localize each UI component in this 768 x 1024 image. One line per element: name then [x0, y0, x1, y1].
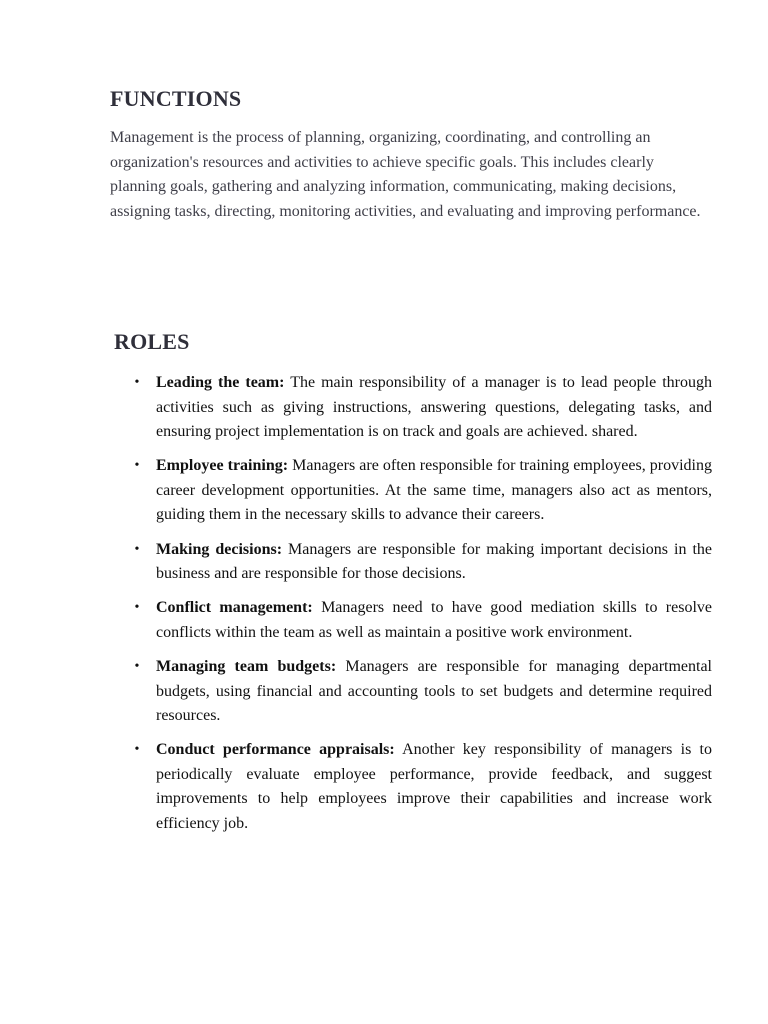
bullet-icon: • — [134, 742, 140, 758]
bullet-icon: • — [134, 658, 140, 674]
bullet-icon: • — [134, 375, 140, 390]
bullet-icon: • — [134, 458, 140, 474]
role-title: Employee training: — [156, 457, 289, 475]
functions-paragraph: Management is the process of planning, organizing, coordinating, and controlling an organization's resources and activities to achieve specific goals. This includes clearly planning goals, gathering and analyzing information, communicating, making decisions, assigning tasks, directing, monitoring activities, and evaluating and improving performance. — [110, 129, 701, 220]
bullet-icon: • — [134, 600, 140, 616]
functions-heading: FUNCTIONS — [110, 86, 242, 111]
role-text: Another key responsibility of managers is to periodically evaluate employee performance, provide feedback, and suggest improvements to help employees improve their capabilities and increase work efficiency job. — [156, 741, 712, 832]
role-title: Conduct performance appraisals: — [156, 741, 395, 759]
role-item-making-decisions — [134, 538, 713, 587]
role-item-employee-training — [134, 454, 712, 528]
bullet-icon: • — [134, 541, 140, 557]
role-text: The main responsibility of a manager is to lead people through activities such as giving instructions, answering questions, delegating tasks, and ensuring project implementation is on track and goals are achieved. shared. — [156, 374, 712, 441]
role-item-managing-budgets — [134, 655, 713, 729]
role-text: Managers are often responsible for training employees, providing career development opportunities. At the same time, managers also act as mentors, guiding them in the necessary skills to advance their careers. — [156, 457, 712, 524]
role-item-performance-appraisals — [134, 738, 712, 836]
role-title: Conflict management: — [156, 599, 313, 617]
roles-heading: ROLES — [114, 329, 190, 354]
role-title: Managing team budgets: — [156, 657, 337, 675]
role-item-conflict-management — [134, 596, 713, 645]
role-text: Managers need to have good mediation skills to resolve conflicts within the team as well as maintain a positive work environment. — [156, 599, 713, 641]
role-item-leading-team — [134, 371, 712, 445]
role-title: Making decisions: — [156, 540, 283, 558]
role-title: Leading the team: — [156, 374, 285, 391]
role-text: Managers are responsible for managing departmental budgets, using financial and accounting tools to set budgets and determine required resources. — [156, 657, 713, 725]
role-text: Managers are responsible for making important decisions in the business and are responsible for those decisions. — [156, 540, 713, 583]
roles-list — [134, 371, 713, 846]
